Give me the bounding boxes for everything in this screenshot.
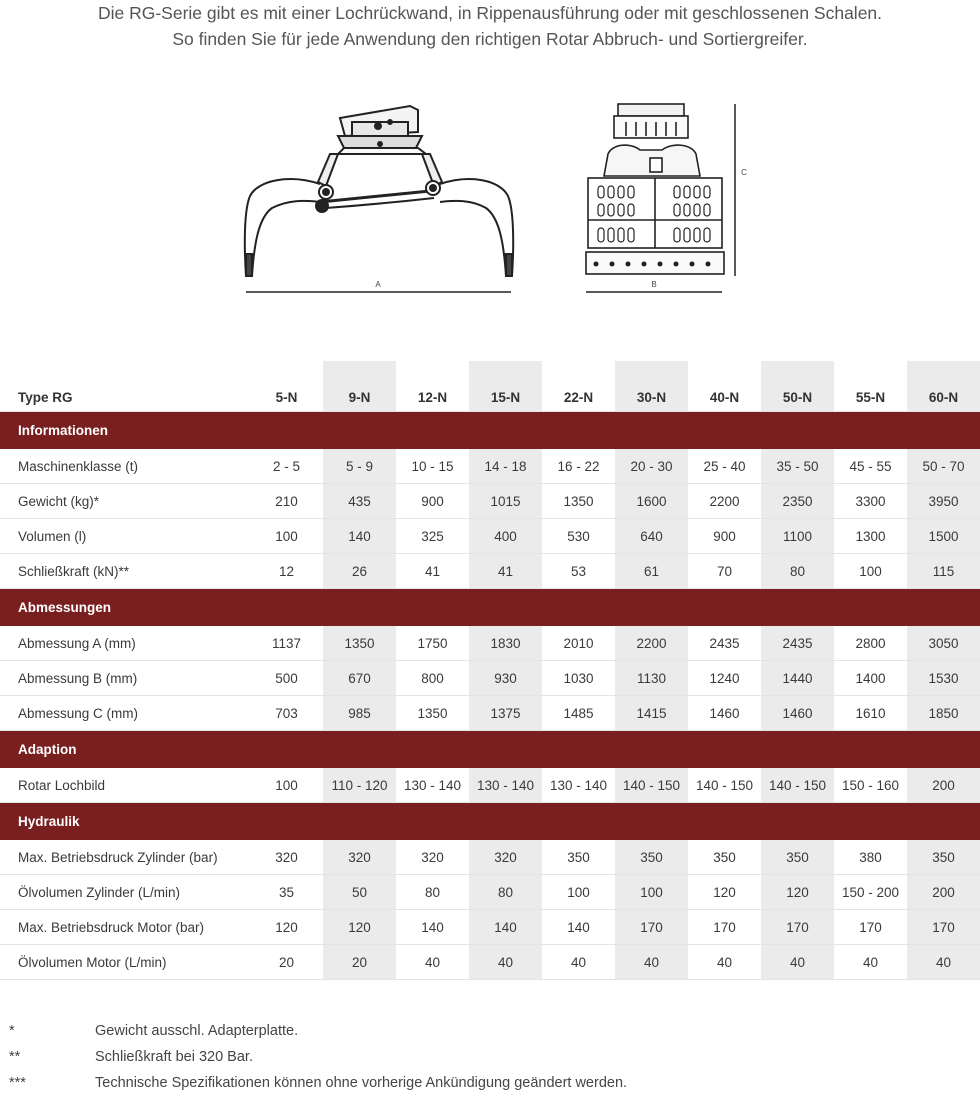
section-title: Informationen bbox=[0, 412, 980, 449]
row-label: Ölvolumen Motor (L/min) bbox=[0, 945, 250, 980]
table-cell: 320 bbox=[396, 840, 469, 875]
table-cell: 140 - 150 bbox=[761, 768, 834, 803]
table-cell: 380 bbox=[834, 840, 907, 875]
side-view-drawing bbox=[586, 104, 735, 292]
row-label: Maschinenklasse (t) bbox=[0, 449, 250, 484]
technical-drawings bbox=[0, 96, 980, 306]
section-header-row bbox=[0, 589, 980, 626]
table-cell: 200 bbox=[907, 875, 980, 910]
model-header: 50-N bbox=[761, 361, 834, 412]
section-title: Abmessungen bbox=[0, 589, 980, 626]
table-cell: 70 bbox=[688, 554, 761, 589]
table-cell: 350 bbox=[542, 840, 615, 875]
table-cell: 1350 bbox=[542, 484, 615, 519]
table-cell: 2435 bbox=[688, 626, 761, 661]
table-cell: 25 - 40 bbox=[688, 449, 761, 484]
section-title: Adaption bbox=[0, 731, 980, 768]
spec-table-body bbox=[0, 412, 980, 980]
table-cell: 1750 bbox=[396, 626, 469, 661]
table-cell: 350 bbox=[761, 840, 834, 875]
row-label: Max. Betriebsdruck Motor (bar) bbox=[0, 910, 250, 945]
table-cell: 26 bbox=[323, 554, 396, 589]
table-row bbox=[0, 661, 980, 696]
table-cell: 1485 bbox=[542, 696, 615, 731]
table-cell: 40 bbox=[907, 945, 980, 980]
table-cell: 40 bbox=[761, 945, 834, 980]
table-cell: 40 bbox=[542, 945, 615, 980]
table-cell: 530 bbox=[542, 519, 615, 554]
table-cell: 130 - 140 bbox=[396, 768, 469, 803]
table-cell: 50 bbox=[323, 875, 396, 910]
table-cell: 1610 bbox=[834, 696, 907, 731]
intro-line-2: So finden Sie für jede Anwendung den richtigen Rotar Abbruch- und Sortiergreifer. bbox=[172, 29, 808, 49]
table-cell: 1440 bbox=[761, 661, 834, 696]
row-label: Schließkraft (kN)** bbox=[0, 554, 250, 589]
table-cell: 3050 bbox=[907, 626, 980, 661]
table-cell: 40 bbox=[834, 945, 907, 980]
table-cell: 140 - 150 bbox=[615, 768, 688, 803]
table-cell: 800 bbox=[396, 661, 469, 696]
table-cell: 20 bbox=[323, 945, 396, 980]
table-cell: 100 bbox=[250, 519, 323, 554]
table-cell: 1300 bbox=[834, 519, 907, 554]
table-cell: 1100 bbox=[761, 519, 834, 554]
footnote bbox=[0, 1044, 980, 1070]
table-cell: 80 bbox=[761, 554, 834, 589]
table-cell: 20 bbox=[250, 945, 323, 980]
table-cell: 1137 bbox=[250, 626, 323, 661]
table-cell: 100 bbox=[834, 554, 907, 589]
table-cell: 320 bbox=[469, 840, 542, 875]
model-header: 60-N bbox=[907, 361, 980, 412]
table-cell: 1600 bbox=[615, 484, 688, 519]
table-row bbox=[0, 768, 980, 803]
table-cell: 1030 bbox=[542, 661, 615, 696]
table-cell: 1460 bbox=[761, 696, 834, 731]
table-cell: 400 bbox=[469, 519, 542, 554]
footnote bbox=[0, 1018, 980, 1044]
row-label: Rotar Lochbild bbox=[0, 768, 250, 803]
footnote-mark: ** bbox=[9, 1049, 21, 1065]
table-row bbox=[0, 696, 980, 731]
table-cell: 900 bbox=[396, 484, 469, 519]
row-label: Abmessung A (mm) bbox=[0, 626, 250, 661]
model-header: 30-N bbox=[615, 361, 688, 412]
table-row bbox=[0, 626, 980, 661]
table-row bbox=[0, 875, 980, 910]
table-row bbox=[0, 484, 980, 519]
table-cell: 2010 bbox=[542, 626, 615, 661]
table-cell: 210 bbox=[250, 484, 323, 519]
table-cell: 670 bbox=[323, 661, 396, 696]
table-cell: 1400 bbox=[834, 661, 907, 696]
table-cell: 40 bbox=[688, 945, 761, 980]
table-cell: 140 bbox=[396, 910, 469, 945]
table-cell: 703 bbox=[250, 696, 323, 731]
footnote-text: Technische Spezifikationen können ohne vorherige Ankündigung geändert werden. bbox=[95, 1075, 628, 1091]
table-cell: 900 bbox=[688, 519, 761, 554]
table-row bbox=[0, 519, 980, 554]
footnotes bbox=[0, 1018, 980, 1096]
table-cell: 170 bbox=[688, 910, 761, 945]
table-cell: 40 bbox=[396, 945, 469, 980]
table-cell: 150 - 200 bbox=[834, 875, 907, 910]
table-cell: 100 bbox=[542, 875, 615, 910]
table-cell: 985 bbox=[323, 696, 396, 731]
table-cell: 170 bbox=[761, 910, 834, 945]
table-cell: 2200 bbox=[688, 484, 761, 519]
model-header: 40-N bbox=[688, 361, 761, 412]
table-cell: 325 bbox=[396, 519, 469, 554]
section-header-row bbox=[0, 803, 980, 840]
table-cell: 14 - 18 bbox=[469, 449, 542, 484]
table-cell: 1850 bbox=[907, 696, 980, 731]
table-cell: 1375 bbox=[469, 696, 542, 731]
table-cell: 120 bbox=[761, 875, 834, 910]
table-cell: 80 bbox=[469, 875, 542, 910]
section-header-row bbox=[0, 412, 980, 449]
table-cell: 35 bbox=[250, 875, 323, 910]
table-cell: 2800 bbox=[834, 626, 907, 661]
table-cell: 100 bbox=[615, 875, 688, 910]
intro-text bbox=[0, 0, 980, 52]
table-cell: 1415 bbox=[615, 696, 688, 731]
table-cell: 10 - 15 bbox=[396, 449, 469, 484]
table-cell: 320 bbox=[323, 840, 396, 875]
dimension-label-a: A bbox=[375, 280, 381, 289]
table-row bbox=[0, 910, 980, 945]
table-cell: 120 bbox=[688, 875, 761, 910]
table-cell: 1830 bbox=[469, 626, 542, 661]
table-cell: 640 bbox=[615, 519, 688, 554]
table-cell: 140 bbox=[469, 910, 542, 945]
model-header: 15-N bbox=[469, 361, 542, 412]
table-cell: 130 - 140 bbox=[469, 768, 542, 803]
section-title: Hydraulik bbox=[0, 803, 980, 840]
table-row bbox=[0, 554, 980, 589]
table-cell: 500 bbox=[250, 661, 323, 696]
model-header: 22-N bbox=[542, 361, 615, 412]
table-cell: 40 bbox=[469, 945, 542, 980]
header-type-label: Type RG bbox=[0, 361, 250, 412]
table-row bbox=[0, 840, 980, 875]
table-header-row bbox=[0, 361, 980, 412]
table-cell: 350 bbox=[688, 840, 761, 875]
row-label: Gewicht (kg)* bbox=[0, 484, 250, 519]
table-cell: 170 bbox=[834, 910, 907, 945]
table-cell: 1350 bbox=[396, 696, 469, 731]
table-cell: 350 bbox=[615, 840, 688, 875]
table-cell: 435 bbox=[323, 484, 396, 519]
table-cell: 80 bbox=[396, 875, 469, 910]
table-cell: 350 bbox=[907, 840, 980, 875]
model-header: 12-N bbox=[396, 361, 469, 412]
table-cell: 45 - 55 bbox=[834, 449, 907, 484]
table-cell: 1350 bbox=[323, 626, 396, 661]
row-label: Volumen (l) bbox=[0, 519, 250, 554]
table-cell: 930 bbox=[469, 661, 542, 696]
table-cell: 3300 bbox=[834, 484, 907, 519]
front-view-drawing bbox=[245, 106, 513, 292]
spec-table bbox=[0, 361, 980, 980]
table-cell: 2435 bbox=[761, 626, 834, 661]
table-row bbox=[0, 945, 980, 980]
table-cell: 1130 bbox=[615, 661, 688, 696]
table-row bbox=[0, 449, 980, 484]
table-cell: 53 bbox=[542, 554, 615, 589]
dimension-label-c: C bbox=[741, 168, 747, 177]
table-cell: 61 bbox=[615, 554, 688, 589]
footnote-mark: * bbox=[9, 1023, 15, 1039]
table-cell: 200 bbox=[907, 768, 980, 803]
table-cell: 140 bbox=[323, 519, 396, 554]
table-cell: 170 bbox=[615, 910, 688, 945]
footnote-mark: *** bbox=[9, 1075, 26, 1091]
table-cell: 35 - 50 bbox=[761, 449, 834, 484]
table-cell: 100 bbox=[250, 768, 323, 803]
footnote bbox=[0, 1070, 980, 1096]
row-label: Abmessung B (mm) bbox=[0, 661, 250, 696]
table-cell: 2200 bbox=[615, 626, 688, 661]
table-cell: 5 - 9 bbox=[323, 449, 396, 484]
table-cell: 1015 bbox=[469, 484, 542, 519]
table-cell: 3950 bbox=[907, 484, 980, 519]
table-cell: 130 - 140 bbox=[542, 768, 615, 803]
table-cell: 120 bbox=[323, 910, 396, 945]
table-cell: 1500 bbox=[907, 519, 980, 554]
table-cell: 115 bbox=[907, 554, 980, 589]
table-cell: 12 bbox=[250, 554, 323, 589]
dimension-label-b: B bbox=[651, 280, 657, 289]
model-header: 5-N bbox=[250, 361, 323, 412]
table-cell: 41 bbox=[469, 554, 542, 589]
table-cell: 2350 bbox=[761, 484, 834, 519]
row-label: Abmessung C (mm) bbox=[0, 696, 250, 731]
table-cell: 110 - 120 bbox=[323, 768, 396, 803]
table-cell: 1530 bbox=[907, 661, 980, 696]
table-cell: 40 bbox=[615, 945, 688, 980]
table-cell: 140 - 150 bbox=[688, 768, 761, 803]
table-cell: 120 bbox=[250, 910, 323, 945]
table-cell: 150 - 160 bbox=[834, 768, 907, 803]
table-cell: 20 - 30 bbox=[615, 449, 688, 484]
table-cell: 170 bbox=[907, 910, 980, 945]
table-cell: 16 - 22 bbox=[542, 449, 615, 484]
footnote-text: Schließkraft bei 320 Bar. bbox=[95, 1049, 253, 1065]
model-header: 9-N bbox=[323, 361, 396, 412]
table-cell: 50 - 70 bbox=[907, 449, 980, 484]
row-label: Ölvolumen Zylinder (L/min) bbox=[0, 875, 250, 910]
table-cell: 2 - 5 bbox=[250, 449, 323, 484]
table-cell: 1460 bbox=[688, 696, 761, 731]
model-header: 55-N bbox=[834, 361, 907, 412]
section-header-row bbox=[0, 731, 980, 768]
footnote-text: Gewicht ausschl. Adapterplatte. bbox=[95, 1023, 299, 1039]
table-cell: 320 bbox=[250, 840, 323, 875]
table-cell: 1240 bbox=[688, 661, 761, 696]
table-cell: 41 bbox=[396, 554, 469, 589]
table-cell: 140 bbox=[542, 910, 615, 945]
intro-line-1: Die RG-Serie gibt es mit einer Lochrückwand, in Rippenausführung oder mit geschlossenen Schalen. bbox=[97, 3, 883, 23]
row-label: Max. Betriebsdruck Zylinder (bar) bbox=[0, 840, 250, 875]
